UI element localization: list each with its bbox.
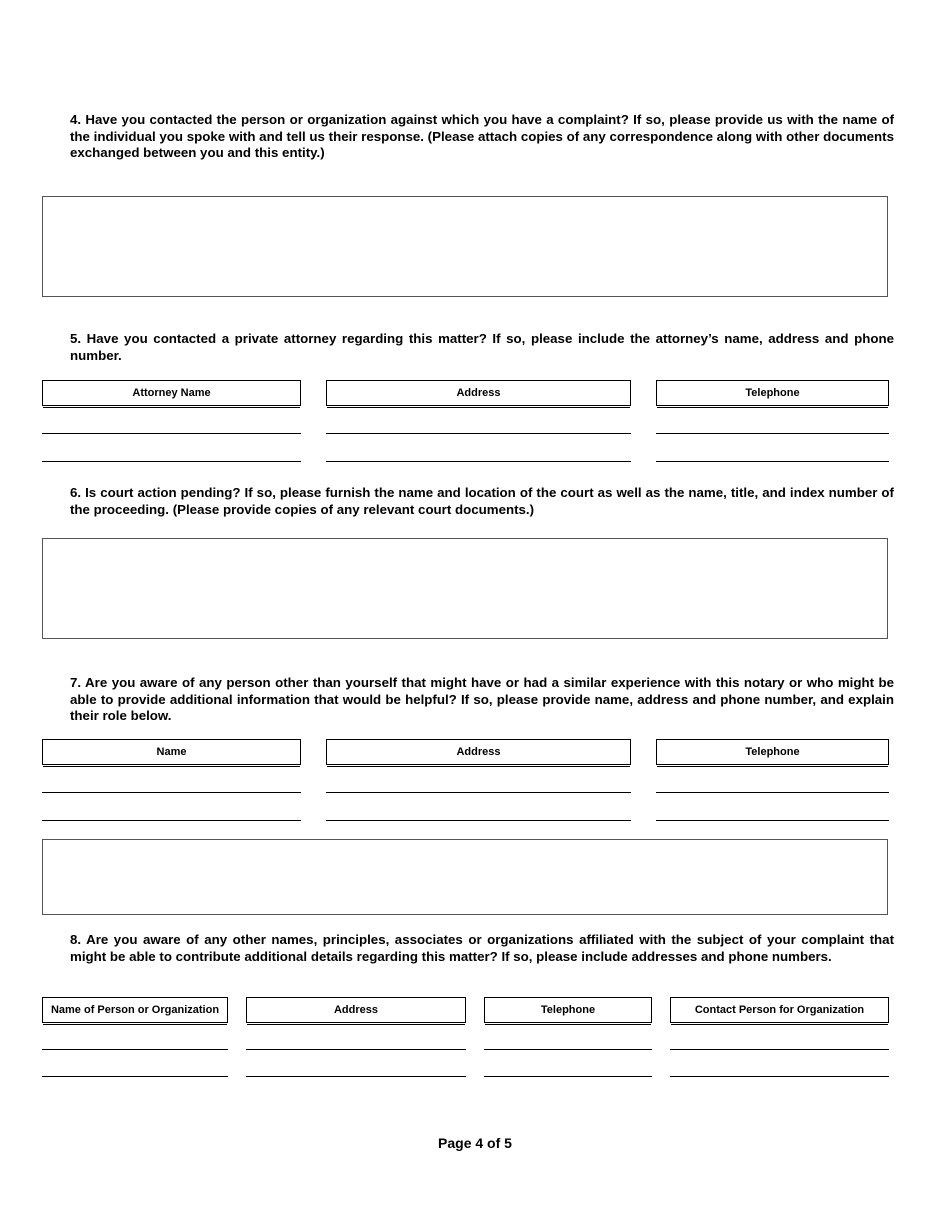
attorney-telephone-field-2[interactable]: [656, 461, 889, 462]
witness-name-header: Name: [42, 739, 301, 765]
attorney-name-field-1[interactable]: [42, 433, 301, 434]
affiliate-name-field-2[interactable]: [42, 1076, 228, 1077]
witness-name-field-1[interactable]: [42, 792, 301, 793]
affiliate-name-header: Name of Person or Organization: [42, 997, 228, 1023]
witness-name-field-2[interactable]: [42, 820, 301, 821]
attorney-address-field-1[interactable]: [326, 433, 631, 434]
question-8-text: 8. Are you aware of any other names, principles, associates or organizations affiliated with the subject of your complaint that might be able to contribute additional details regarding this matter? If so, please include addresses and phone numbers.: [70, 932, 894, 964]
attorney-name-field-2[interactable]: [42, 461, 301, 462]
witness-address-field-1[interactable]: [326, 792, 631, 793]
question-5-text: 5. Have you contacted a private attorney regarding this matter? If so, please include the attorney’s name, address and phone number.: [70, 331, 894, 363]
witness-telephone-field-2[interactable]: [656, 820, 889, 821]
affiliate-address-header: Address: [246, 997, 466, 1023]
attorney-address-field-2[interactable]: [326, 461, 631, 462]
affiliate-telephone-header: Telephone: [484, 997, 652, 1023]
affiliate-contact-field-2[interactable]: [670, 1076, 889, 1077]
question-6-response-box[interactable]: [42, 538, 888, 639]
attorney-telephone-field-1[interactable]: [656, 433, 889, 434]
question-4-response-box[interactable]: [42, 196, 888, 297]
affiliate-address-field-2[interactable]: [246, 1076, 466, 1077]
affiliate-telephone-field-2[interactable]: [484, 1076, 652, 1077]
witness-telephone-field-1[interactable]: [656, 792, 889, 793]
question-4-text: 4. Have you contacted the person or organization against which you have a complaint? If so, please provide us with the name of the individual you spoke with and tell us their response. (Please attach copies of any correspondence along with other documents exchanged between you and this entity.): [70, 112, 894, 160]
question-7-text: 7. Are you aware of any person other than yourself that might have or had a similar experience with this notary or who might be able to provide additional information that would be helpful? If so, please provide name, address and phone number, and explain their role below.: [70, 675, 894, 723]
witness-address-field-2[interactable]: [326, 820, 631, 821]
page-number: Page 4 of 5: [438, 1135, 512, 1151]
affiliate-contact-field-1[interactable]: [670, 1049, 889, 1050]
question-6-text: 6. Is court action pending? If so, please furnish the name and location of the court as well as the name, title, and index number of the proceeding. (Please provide copies of any relevant court documents.): [70, 485, 894, 517]
witness-address-header: Address: [326, 739, 631, 765]
witness-role-explanation-box[interactable]: [42, 839, 888, 915]
attorney-name-header: Attorney Name: [42, 380, 301, 406]
affiliate-telephone-field-1[interactable]: [484, 1049, 652, 1050]
affiliate-contact-header: Contact Person for Organization: [670, 997, 889, 1023]
attorney-address-header: Address: [326, 380, 631, 406]
witness-telephone-header: Telephone: [656, 739, 889, 765]
affiliate-name-field-1[interactable]: [42, 1049, 228, 1050]
attorney-telephone-header: Telephone: [656, 380, 889, 406]
affiliate-address-field-1[interactable]: [246, 1049, 466, 1050]
